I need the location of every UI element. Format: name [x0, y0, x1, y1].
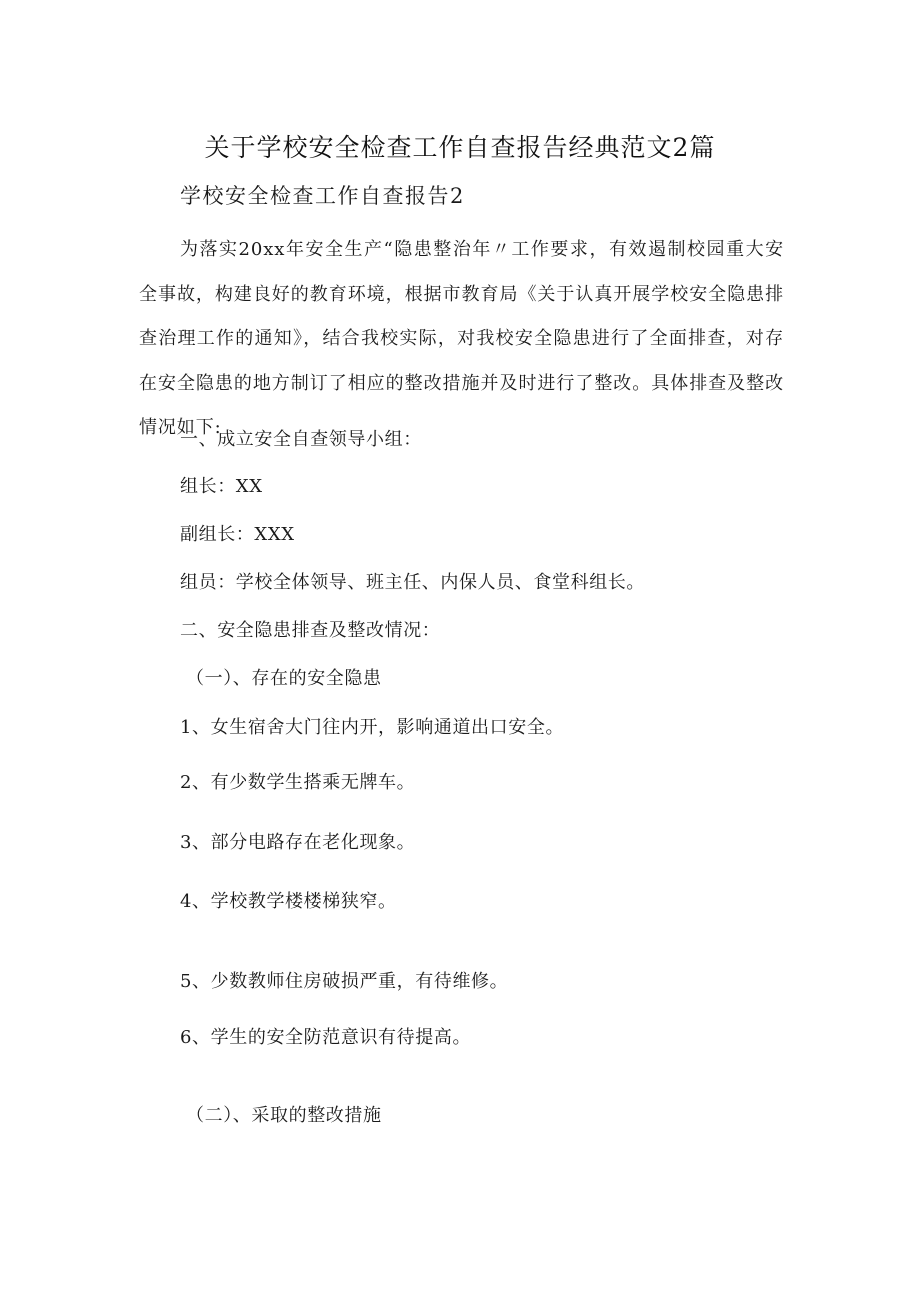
subsection-one-heading: （一）、存在的安全隐患: [186, 668, 382, 689]
list-item: 4、学校教学楼楼梯狭窄。: [180, 891, 397, 912]
list-item: 5、少数教师住房破损严重，有待维修。: [180, 971, 509, 992]
list-item: 6、学生的安全防范意识有待提高。: [180, 1027, 472, 1048]
subsection-two-heading: （二）、采取的整改措施: [186, 1105, 382, 1126]
members-line: 组员：学校全体领导、班主任、内保人员、食堂科组长。: [180, 572, 645, 593]
list-item: 1、女生宿舍大门往内开，影响通道出口安全。: [180, 717, 565, 738]
section-two-heading: 二、安全隐患排查及整改情况：: [180, 620, 441, 641]
list-item: 2、有少数学生搭乘无牌车。: [180, 772, 416, 793]
intro-paragraph: 为落实20xx年安全生产“隐患整治年〃工作要求，有效遏制校园重大安全事故，构建良好的教育环境，根据市教育局《关于认真开展学校安全隐患排查治理工作的通知》，结合我校实际，对我校安全隐患进行了全面排查，对存在安全隐患的地方制订了相应的整改措施并及时进行了整改。具体排查及整改情况如下:: [139, 239, 784, 438]
document-title: 关于学校安全检查工作自查报告经典范文2篇: [204, 133, 716, 162]
document-subtitle: 学校安全检查工作自查报告2: [180, 184, 465, 208]
leader-line: 组长：XX: [180, 476, 263, 497]
deputy-leader-line: 副组长：XXX: [180, 524, 295, 545]
list-item: 3、部分电路存在老化现象。: [180, 832, 416, 853]
section-one-heading: 一、成立安全自查领导小组：: [180, 429, 422, 450]
